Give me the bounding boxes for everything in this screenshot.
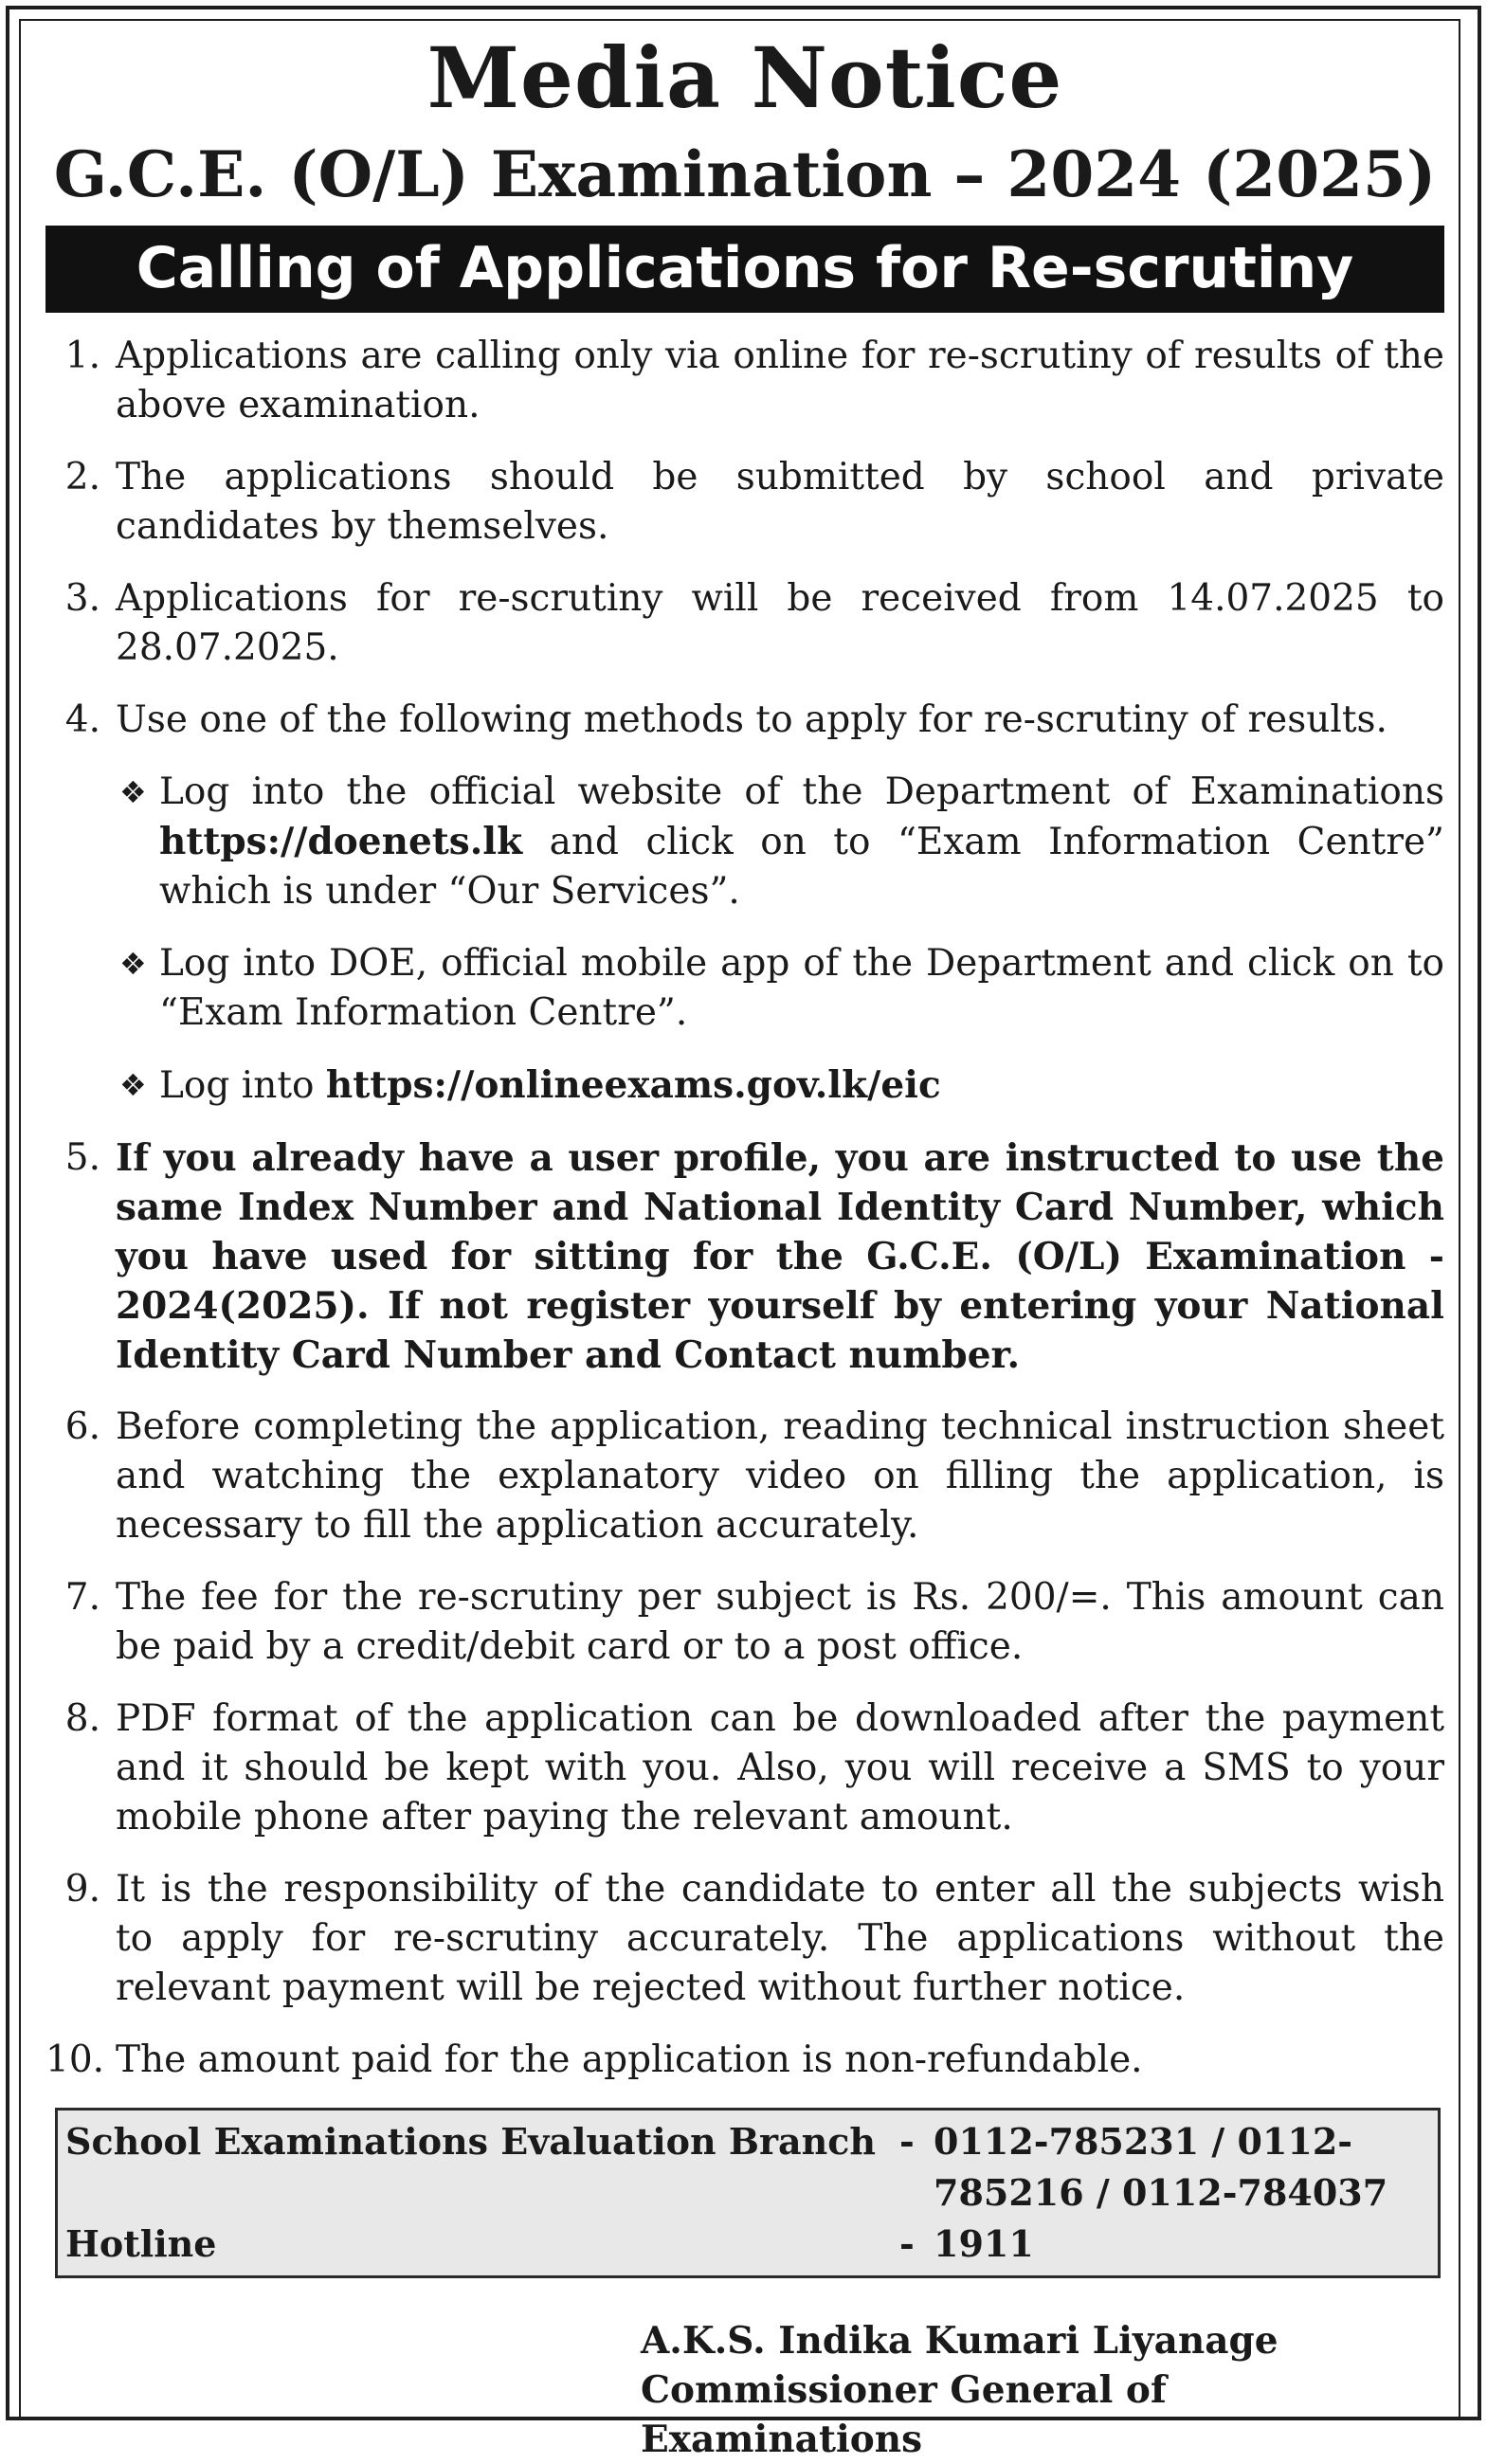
signatory-name: A.K.S. Indika Kumari Liyanage (641, 2319, 1278, 2363)
diamond-bullet-icon: ❖ (119, 774, 147, 810)
item-text: Use one of the following methods to apply for re-scrutiny of results. (116, 698, 1387, 741)
method-text-suffix: and click on to “Exam Information Centre” which is under “Our Services”. (159, 821, 1444, 913)
item-text: PDF format of the application can be downloaded after the payment and it should be kept with you. Also, you will receive a SMS to your mobile phone after paying the relevant amount. (116, 1697, 1444, 1839)
method-online-portal (45, 1060, 1444, 1111)
contact-label: School Examinations Evaluation Branch (65, 2120, 876, 2163)
method-mobile-app (45, 939, 1444, 1038)
item-number: 6. (64, 1405, 100, 1448)
item-text: The applications should be submitted by school and private candidates by themselves. (116, 456, 1444, 548)
method-text: Log into DOE, official mobile app of the Department and click on to “Exam Information Centre”. (159, 942, 1444, 1034)
website-link[interactable]: https://doenets.lk (159, 820, 523, 863)
list-item-10 (45, 2036, 1444, 2085)
exam-subtitle: G.C.E. (O/L) Examination – 2024 (2025) (53, 137, 1437, 211)
item-text: Applications are calling only via online for re-scrutiny of results of the above examination. (116, 335, 1444, 426)
signatory-title: Commissioner General of Examinations (641, 2368, 1167, 2461)
contact-phone: 0112-785231 / 0112-785216 / 0112-784037 (934, 2120, 1388, 2214)
contact-label: Hotline (65, 2222, 217, 2265)
diamond-bullet-icon: ❖ (119, 946, 147, 982)
method-website (45, 768, 1444, 916)
notice-title: Media Notice (426, 28, 1063, 127)
contact-dash: - (899, 2222, 915, 2265)
list-item-6 (45, 1403, 1444, 1550)
item-number: 5. (64, 1136, 100, 1179)
method-text: Log into the official website of the Department of Examinations (159, 770, 1444, 813)
diamond-bullet-icon: ❖ (119, 1067, 147, 1103)
banner-heading: Calling of Applications for Re-scrutiny (45, 226, 1444, 313)
item-text: Applications for re-scrutiny will be received from 14.07.2025 to 28.07.2025. (116, 577, 1444, 669)
item-text: It is the responsibility of the candidate to enter all the subjects wish to apply for re-scrutiny accurately. The applications without the relevant payment will be rejected without further notice. (116, 1868, 1444, 2009)
list-item-1 (45, 332, 1444, 430)
contact-row-branch (58, 2116, 1438, 2219)
item-number: 4. (64, 698, 100, 741)
contact-box (55, 2108, 1441, 2278)
item-number: 9. (64, 1868, 100, 1911)
item-text: The amount paid for the application is non-refundable. (116, 2038, 1143, 2081)
notice-list (45, 332, 1444, 2085)
item-number: 8. (64, 1697, 100, 1740)
list-item-3 (45, 574, 1444, 673)
item-number: 3. (64, 577, 100, 620)
method-text: Log into (159, 1064, 326, 1107)
contact-dash: - (899, 2120, 915, 2163)
list-item-4 (45, 696, 1444, 745)
hotline-number: 1911 (934, 2222, 1034, 2265)
item-number: 7. (64, 1576, 100, 1619)
list-item-2 (45, 453, 1444, 552)
item-number: 2. (64, 456, 100, 498)
item-text: Before completing the application, reading technical instruction sheet and watching the explanatory video on filling the application, is necessary to fill the application accurately. (116, 1405, 1444, 1547)
signature-block (641, 2316, 1444, 2464)
list-item-7 (45, 1573, 1444, 1672)
item-number: 1. (64, 335, 100, 377)
list-item-9 (45, 1865, 1444, 2013)
item-text: If you already have a user profile, you are instructed to use the same Index Number and National Identity Card Number, which you have used for sitting for the G.C.E. (O/L) Examination - 2024(2025). If not register yourself by entering your National Identity Card Number and Contact number. (116, 1136, 1444, 1377)
notice-content (45, 28, 1444, 2461)
list-item-8 (45, 1694, 1444, 1842)
list-item-5 (45, 1133, 1444, 1380)
item-number: 10. (45, 2038, 105, 2081)
portal-link[interactable]: https://onlineexams.gov.lk/eic (325, 1063, 941, 1107)
contact-row-hotline (58, 2219, 1438, 2270)
item-text: The fee for the re-scrutiny per subject is Rs. 200/=. This amount can be paid by a credit/debit card or to a post office. (116, 1576, 1444, 1668)
